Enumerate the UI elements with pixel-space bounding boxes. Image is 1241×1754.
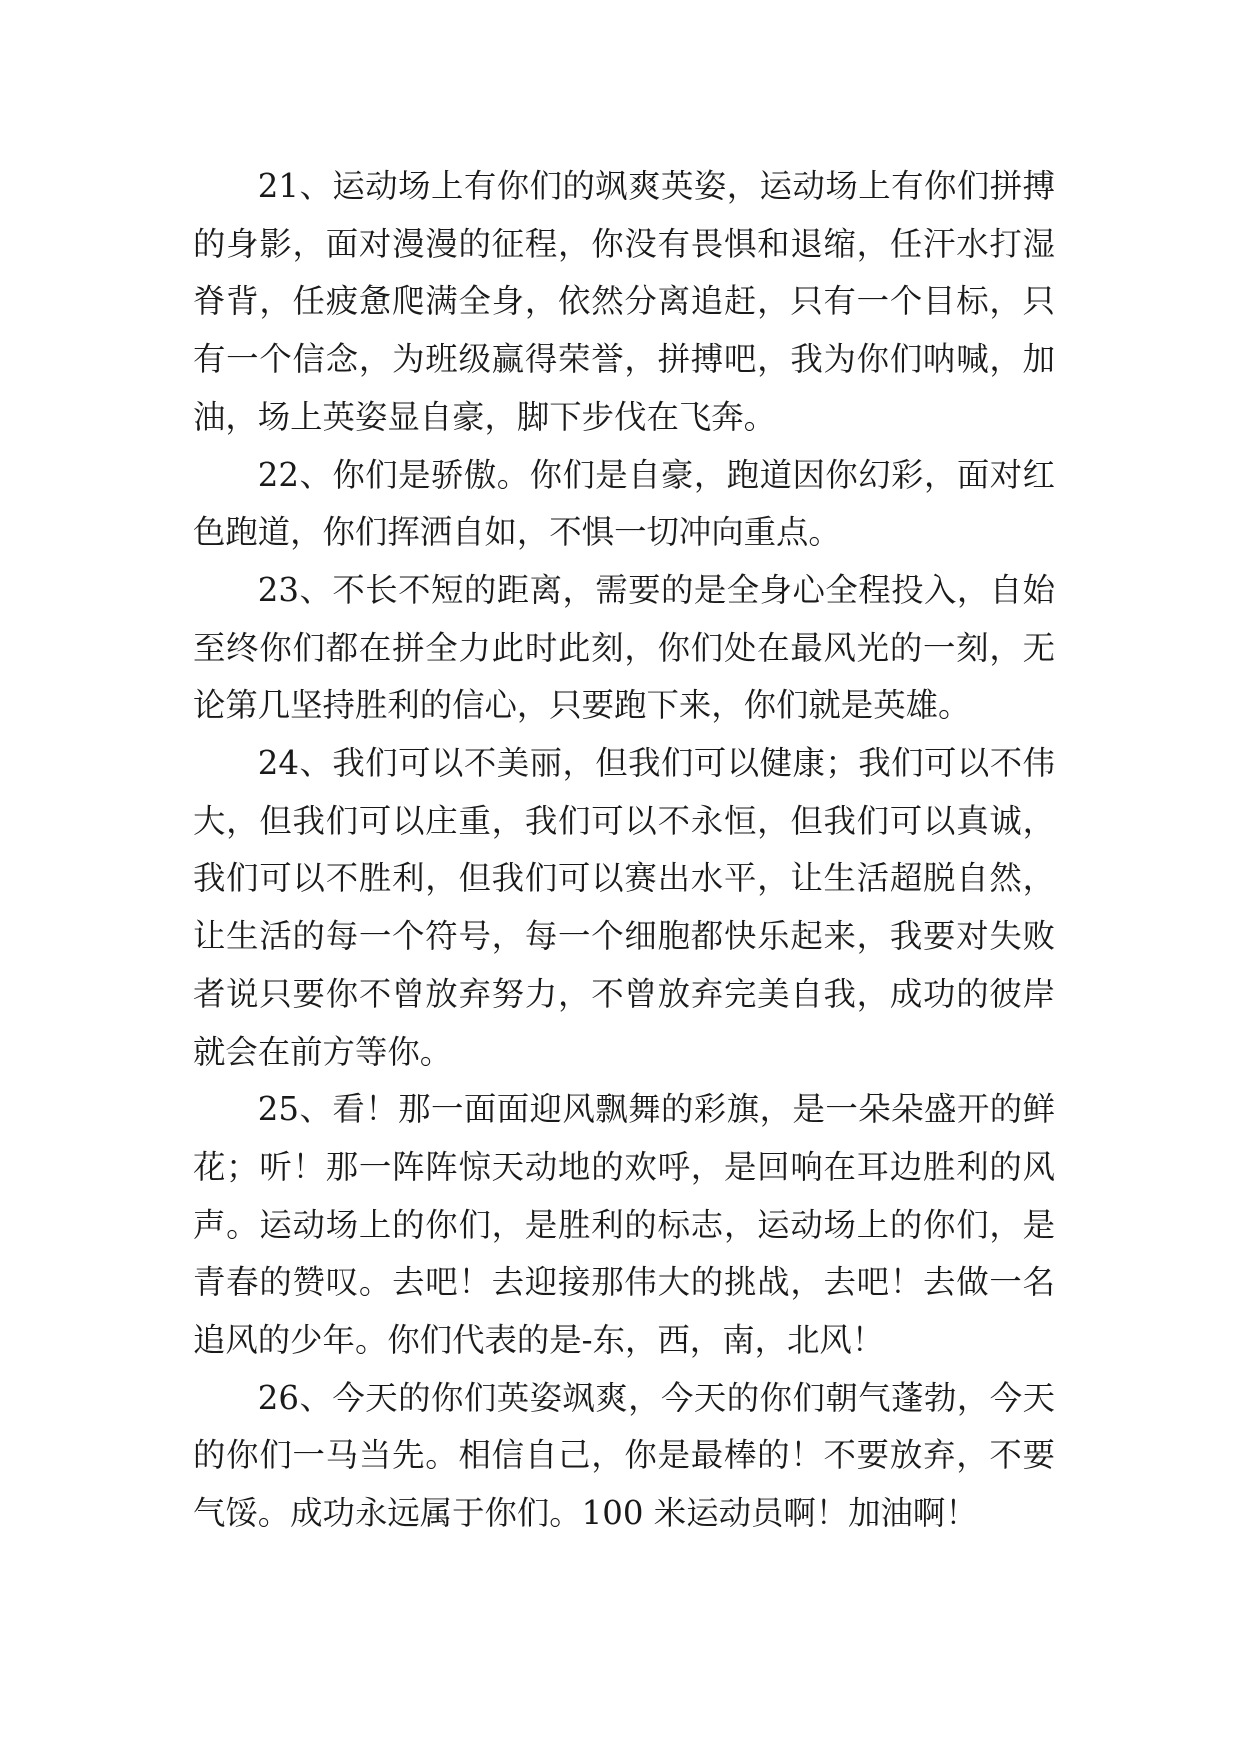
paragraph-22: 22、你们是骄傲。你们是自豪，跑道因你幻彩，面对红色跑道，你们挥洒自如，不惧一切冲向重点。 [193,455,1055,552]
document-body [193,158,1055,1543]
paragraph-23: 23、不长不短的距离，需要的是全身心全程投入，自始至终你们都在拼全力此时此刻，你们处在最风光的一刻，无论第几坚持胜利的信心，只要跑下来，你们就是英雄。 [193,570,1055,725]
paragraph-24: 24、我们可以不美丽，但我们可以健康；我们可以不伟大，但我们可以庄重，我们可以不永恒，但我们可以真诚，我们可以不胜利，但我们可以赛出水平，让生活超脱自然，让生活的每一个符号，每一个细胞都快乐起来，我要对失败者说只要你不曾放弃努力，不曾放弃完美自我，成功的彼岸就会在前方等你。 [193,743,1055,1071]
paragraph-21: 21、运动场上有你们的飒爽英姿，运动场上有你们拼搏的身影，面对漫漫的征程，你没有畏惧和退缩，任汗水打湿脊背，任疲惫爬满全身，依然分离追赶，只有一个目标，只有一个信念，为班级赢得荣誉，拼搏吧，我为你们呐喊，加油，场上英姿显自豪，脚下步伐在飞奔。 [193,167,1055,436]
paragraph-25: 25、看！那一面面迎风飘舞的彩旗，是一朵朵盛开的鲜花；听！那一阵阵惊天动地的欢呼，是回响在耳边胜利的风声。运动场上的你们，是胜利的标志，运动场上的你们，是青春的赞叹。去吧！去迎接那伟大的挑战，去吧！去做一名追风的少年。你们代表的是-东，西，南，北风！ [193,1090,1055,1359]
paragraph-26: 26、今天的你们英姿飒爽，今天的你们朝气蓬勃，今天的你们一马当先。相信自己，你是最棒的！不要放弃，不要气馁。成功永远属于你们。100 米运动员啊！加油啊！ [193,1378,1055,1533]
